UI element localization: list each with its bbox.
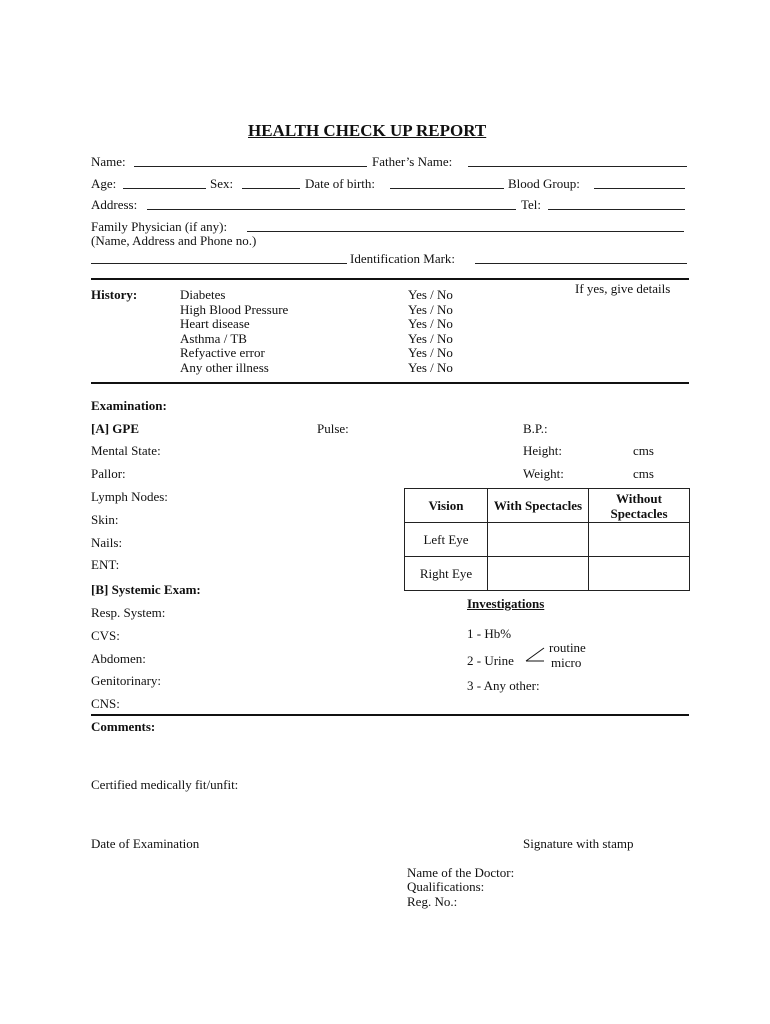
gpe-label: [A] GPE xyxy=(91,421,140,436)
history-condition: Refyactive error xyxy=(180,345,265,360)
history-condition: Heart disease xyxy=(180,316,250,331)
blood-group-field[interactable] xyxy=(594,188,685,189)
right-eye-with-cell[interactable] xyxy=(488,557,589,591)
systemic-field[interactable]: Genitorinary: xyxy=(91,673,162,688)
date-of-examination-label: Date of Examination xyxy=(91,836,200,851)
history-condition: Any other illness xyxy=(180,360,269,375)
with-spectacles-header: With Spectacles xyxy=(488,489,589,523)
dob-label: Date of birth: xyxy=(305,176,376,191)
bp-label[interactable]: B.P.: xyxy=(523,421,548,436)
height-label[interactable]: Height: xyxy=(523,443,562,458)
gpe-field[interactable]: Mental State: xyxy=(91,443,161,458)
qualifications-label: Qualifications: xyxy=(407,879,485,894)
identification-mark-label: Identification Mark: xyxy=(350,251,456,266)
urine-routine-option[interactable]: routine xyxy=(549,640,586,655)
vision-header: Vision xyxy=(405,489,488,523)
gpe-field[interactable]: Pallor: xyxy=(91,466,126,481)
investigation-hb[interactable]: 1 - Hb% xyxy=(467,626,512,641)
history-condition: Asthma / TB xyxy=(180,331,247,346)
right-eye-without-cell[interactable] xyxy=(589,557,690,591)
physician-details-field[interactable] xyxy=(91,263,347,264)
page-title: HEALTH CHECK UP REPORT xyxy=(248,121,487,140)
certified-label: Certified medically fit/unfit: xyxy=(91,777,239,792)
urine-micro-option[interactable]: micro xyxy=(551,655,582,670)
history-top-rule xyxy=(91,278,689,280)
sex-field[interactable] xyxy=(242,188,300,189)
right-eye-label: Right Eye xyxy=(405,557,488,591)
weight-unit: cms xyxy=(633,466,654,481)
tel-field[interactable] xyxy=(548,209,685,210)
history-answer[interactable]: Yes / No xyxy=(408,316,453,331)
history-answer[interactable]: Yes / No xyxy=(408,302,453,317)
investigation-urine[interactable]: 2 - Urine xyxy=(467,653,514,668)
systemic-exam-label: [B] Systemic Exam: xyxy=(91,582,201,597)
physician-field[interactable] xyxy=(247,231,684,232)
investigations-heading: Investigations xyxy=(467,596,545,611)
weight-label[interactable]: Weight: xyxy=(523,466,564,481)
father-name-field[interactable] xyxy=(468,166,687,167)
gpe-field[interactable]: Nails: xyxy=(91,535,123,550)
systemic-field[interactable]: Abdomen: xyxy=(91,651,146,666)
age-field[interactable] xyxy=(123,188,206,189)
history-answer[interactable]: Yes / No xyxy=(408,360,453,375)
identification-mark-field[interactable] xyxy=(475,263,687,264)
systemic-field[interactable]: CVS: xyxy=(91,628,120,643)
left-eye-with-cell[interactable] xyxy=(488,523,589,557)
father-name-label: Father’s Name: xyxy=(372,154,453,169)
address-label: Address: xyxy=(91,197,138,212)
details-header: If yes, give details xyxy=(575,281,671,296)
systemic-field[interactable]: CNS: xyxy=(91,696,120,711)
name-field[interactable] xyxy=(134,166,367,167)
left-eye-label: Left Eye xyxy=(405,523,488,557)
gpe-field[interactable]: Lymph Nodes: xyxy=(91,489,168,504)
without-spectacles-header: Without Spectacles xyxy=(589,489,690,523)
comments-top-rule xyxy=(91,714,689,716)
vision-table xyxy=(404,488,690,591)
tel-label: Tel: xyxy=(521,197,542,212)
gpe-field[interactable]: Skin: xyxy=(91,512,119,527)
sex-label: Sex: xyxy=(210,176,234,191)
left-eye-without-cell[interactable] xyxy=(589,523,690,557)
systemic-field[interactable]: Resp. System: xyxy=(91,605,166,620)
history-condition: High Blood Pressure xyxy=(180,302,289,317)
history-answer[interactable]: Yes / No xyxy=(408,331,453,346)
investigation-other[interactable]: 3 - Any other: xyxy=(467,678,540,693)
reg-no-label: Reg. No.: xyxy=(407,894,458,909)
history-condition: Diabetes xyxy=(180,287,226,302)
gpe-field[interactable]: ENT: xyxy=(91,557,120,572)
pulse-label[interactable]: Pulse: xyxy=(317,421,349,436)
history-answer[interactable]: Yes / No xyxy=(408,345,453,360)
dob-field[interactable] xyxy=(390,188,504,189)
signature-label: Signature with stamp xyxy=(523,836,634,851)
comments-label: Comments: xyxy=(91,719,156,734)
history-label: History: xyxy=(91,287,138,302)
name-label: Name: xyxy=(91,154,126,169)
urine-branch-icon xyxy=(524,646,546,664)
physician-label: Family Physician (if any): xyxy=(91,219,228,234)
doctor-name-label: Name of the Doctor: xyxy=(407,865,515,880)
history-bottom-rule xyxy=(91,382,689,384)
blood-group-label: Blood Group: xyxy=(508,176,580,191)
history-answer[interactable]: Yes / No xyxy=(408,287,453,302)
examination-heading: Examination: xyxy=(91,398,167,413)
address-field[interactable] xyxy=(147,209,516,210)
physician-note: (Name, Address and Phone no.) xyxy=(91,233,257,248)
height-unit: cms xyxy=(633,443,654,458)
age-label: Age: xyxy=(91,176,117,191)
